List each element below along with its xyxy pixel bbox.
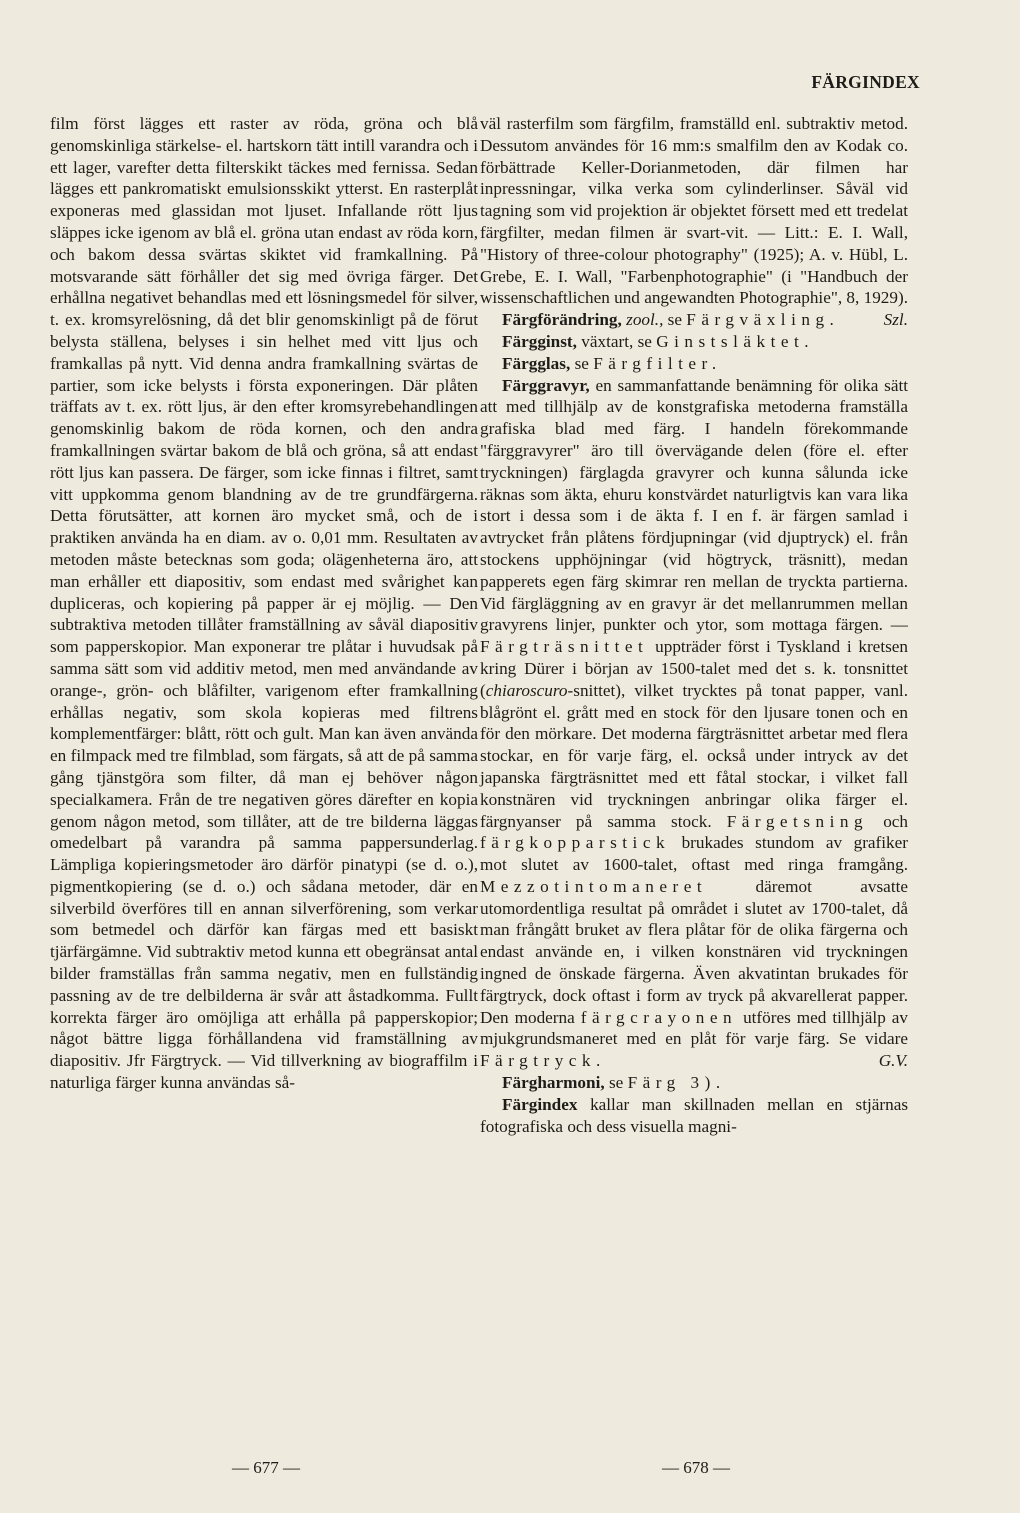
left-column bbox=[50, 113, 478, 1094]
entry-fargglas: Färgglas, se Färgfilter. bbox=[502, 353, 722, 373]
headword: Färggravyr, bbox=[502, 375, 590, 395]
right-column bbox=[480, 113, 908, 1137]
cross-reference: Färgväxling. bbox=[686, 310, 840, 330]
entry-continuation: väl rasterfilm som färgfilm, framställd enl. subtraktiv metod. Dessutom användes för 16 mm:s smalfilm den av Kodak co. förbättrade Keller-Dorianmetoden, där filmen har inpressningar, vilka verka som cylinderlinser. Såväl vid tagning som vid projektion är objektet försett med ett tredelat färgfilter, medan filmen är svart-vit. — Litt.: E. I. Wall, "History of three-colour photography" (1925); A. v. Hübl, L. Grebe, E. I. Wall, "Farbenphotographie" (i "Handbuch der wissenschaftlichen und angewandten Photographie", 8, 1929). Szl. bbox=[480, 114, 909, 330]
cross-reference: Färgfilter. bbox=[593, 353, 722, 373]
headword: Färgharmoni, bbox=[502, 1073, 605, 1093]
entry-farggravyr: Färggravyr, en sammanfattande benämning för olika sätt att med tillhjälp av de konstgrafiska metoderna framställa grafiska blad med färg. I handeln förekommande "färggravyrer" äro till övervägande delen (före el. efter tryckningen) färglagda gravyrer och kunna sålunda icke räknas som äkta, ehuru konstvärdet naturligtvis kan vara lika stort i dessa som i de äkta f. I en f. är färgen samlad i avtrycket från plåtens fördjupningar (vid djuptryck) el. från stockens upphöjningar (vid högtryck, träsnitt), medan papperets egen färg skimrar ren mellan de tryckta partierna. Vid färgläggning av en gravyr är det mellanrummen mellan gravyrens linjer, punkter och ytor, som mottaga färgen. — Färgträsnittet uppträder först i Tyskland i kretsen kring Dürer i början av 1500-talet med det s. k. tonsnittet (chiaroscuro-snittet), vilket trycktes på tonat papper, vanl. blågrönt el. grått med en stock för den ljusare tonen och en för den mörkare. Det moderna färgträsnittet arbetar med flera stockar, en för varje färg, el. också under intryck av det japanska färgträsnittet med ett fåtal stockar, i vilket fall konstnären vid tryckningen anbringar olika färger el. färgnyanser på samma stock. Färgetsning och färgkopparstick brukades stundom av grafiker mot slutet av 1600-talet, oftast med ringa framgång. Mezzotintomaneret däremot avsatte utomordentliga resultat på området i slutet av 1700-talet, då man frångått bruket av flera plåtar för de olika färgerna och endast använde en, i vilken konstnären vid tryckningen ingned de önskade färgerna. Även akvatintan brukades för färgtryck, dock oftast i form av tryck på akvarellerat papper. Den moderna färgcrayonen utföres med tillhjälp av mjukgrundsmaneret med en plåt för varje färg. Se vidare Färgtryck. G.V. bbox=[480, 375, 909, 1071]
signature: Szl. bbox=[883, 310, 908, 330]
left-column-text: film först lägges ett raster av röda, gröna och blå genomskinliga stärkelse- el. hartskorn tätt intill varandra och i ett lager, varefter detta filterskikt täckes med fernissa. Sedan lägges ett pankromatiskt emulsionsskikt ytterst. En rasterplåt exponeras med glassidan mot ljuset. Infallande rött ljus släppes icke igenom av blå el. gröna utan endast av röda korn, och bakom dessa svärtas skiktet vid framkallning. På motsvarande sätt förhåller det sig med övriga färger. Det erhållna negativet behandlas med ett lösningsmedel för silver, t. ex. kromsyrelösning, då det blir genomskinligt på de förut belysta ställena, belyses i sin helhet med vitt ljus och framkallas på nytt. Vid denna andra framkallning svärtas de partier, som icke belysts i första exponeringen. Där plåten träffats av t. ex. rött ljus, är den efter kromsyrebehandlingen genomskinlig bakom de röda kornen, och den andra framkallningen svärtar bakom de blå och gröna, så att endast rött ljus kan passera. De färger, som icke finnas i filtret, samt vitt uppkomma genom blandning av de tre grundfärgerna. Detta förutsätter, att kornen äro mycket små, och de i praktiken använda ha en diam. av o. 0,01 mm. Resultaten av metoden måste betecknas som goda; olägenheterna äro, att man erhåller ett diapositiv, som endast med svårighet kan dupliceras, och kopiering på papper är ej möjlig. — Den subtraktiva metoden tillåter framställning av såväl diapositiv som papperskopior. Man exponerar tre plåtar i huvudsak på samma sätt som vid additiv metod, men med användande av orange-, grön- och blåfilter, varigenom efter framkallning erhållas negativ, som skola kopieras med filtrens komplementfärger: blått, rött och gult. Man kan även använda en filmpack med tre filmblad, som färgats, så att de på samma gång tjänstgöra som filter, då man ej behöver någon specialkamera. Från de tre negativen göres därefter en kopia genom någon metod, som tillåter, att de tre bilderna läggas omedelbart på varandra på samma pappersunderlag. Lämpliga kopieringsmetoder äro därför pinatypi (se d. o.), pigmentkopiering (se d. o.) och sådana metoder, där en silverbild överföres till en annan silverförening, som verkar som betmedel och därför kan färgas med ett basiskt tjärfärgämne. Vid subtraktiv metod kunna ett obegränsat antal bilder framställas från samma negativ, men en fullständig passning av de tre delbilderna är svår att åstadkomma. Fullt korrekta färger äro omöjliga att erhålla på papperskopior; något bättre ligga förhållandena vid framställning av diapositiv. Jfr Färgtryck. — Vid tillverkning av biograffilm i naturliga färger kunna användas så- bbox=[50, 114, 478, 1093]
page-number-left: — 677 — bbox=[232, 1458, 300, 1477]
headword: Färgginst, bbox=[502, 331, 577, 351]
entry-fargforandring: Färgförändring, zool., se Färgväxling. bbox=[502, 310, 840, 330]
entry-fargharmoni: Färgharmoni, se Färg 3). bbox=[502, 1073, 726, 1093]
running-head: FÄRGINDEX bbox=[811, 72, 920, 92]
signature: G.V. bbox=[878, 1051, 908, 1071]
page-number-right: — 678 — bbox=[662, 1458, 730, 1477]
headword: Färgförändring, bbox=[502, 310, 622, 330]
cross-reference: Färg 3). bbox=[627, 1073, 726, 1093]
cross-reference: Färgtryck. bbox=[480, 1051, 606, 1071]
entry-farg-ginst: Färgginst, växtart, se Ginstsläktet. bbox=[502, 331, 815, 351]
headword: Färgglas, bbox=[502, 353, 571, 373]
cross-reference: Ginstsläktet. bbox=[656, 331, 815, 351]
entry-fargindex: Färgindex kallar man skillnaden mellan en stjärnas fotografiska och dess visuella magni- bbox=[480, 1094, 909, 1136]
headword: Färgindex bbox=[502, 1094, 578, 1114]
